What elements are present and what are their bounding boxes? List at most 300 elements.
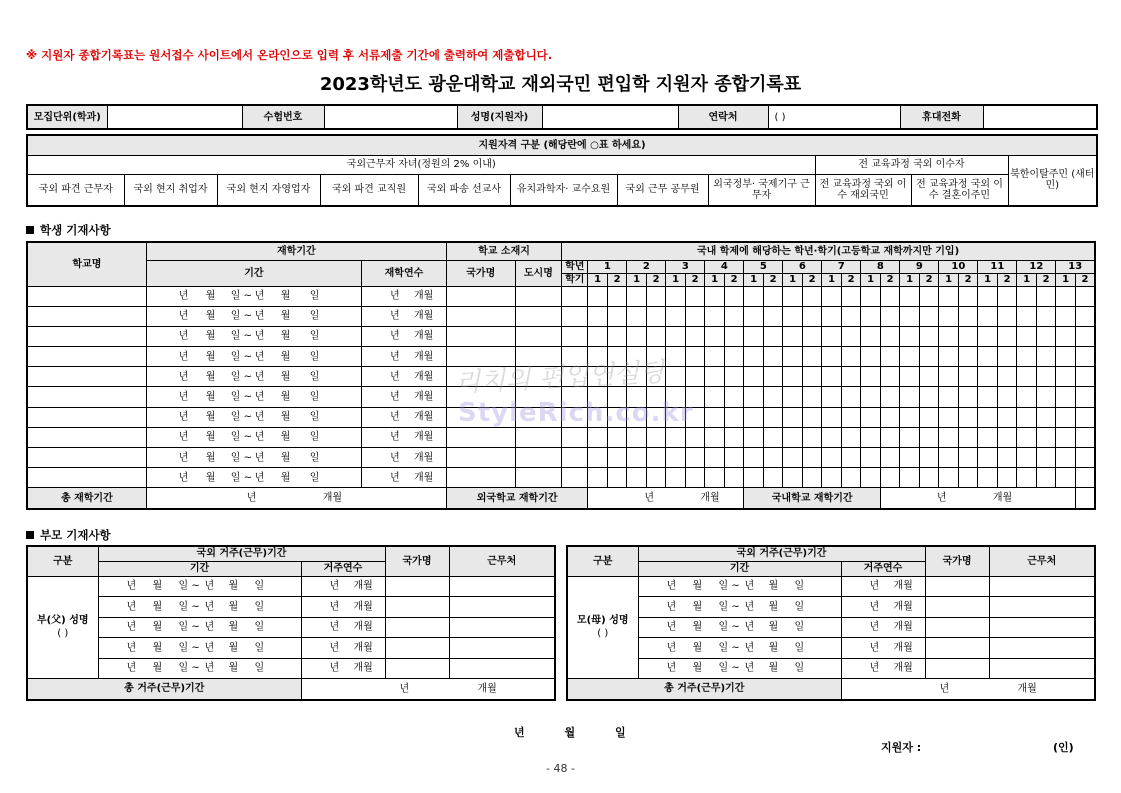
semester-cell[interactable] bbox=[1036, 407, 1056, 427]
semester-cell[interactable] bbox=[919, 448, 939, 468]
semester-cell[interactable] bbox=[880, 387, 900, 407]
workplace-cell[interactable] bbox=[449, 597, 555, 618]
semester-cell[interactable] bbox=[1017, 407, 1037, 427]
semester-cell[interactable] bbox=[783, 347, 803, 367]
years-cell[interactable] bbox=[301, 597, 385, 618]
mother-name-paren[interactable]: ( ) bbox=[597, 628, 609, 640]
semester-cell[interactable] bbox=[802, 326, 822, 346]
semester-cell[interactable] bbox=[607, 448, 627, 468]
semester-cell[interactable] bbox=[646, 468, 666, 488]
workplace-cell[interactable] bbox=[989, 617, 1095, 638]
semester-cell[interactable] bbox=[783, 387, 803, 407]
semester-cell[interactable] bbox=[978, 347, 998, 367]
period-cell[interactable] bbox=[146, 427, 361, 447]
period-cell[interactable] bbox=[146, 448, 361, 468]
semester-cell[interactable] bbox=[1056, 367, 1076, 387]
years-cell[interactable] bbox=[362, 326, 447, 346]
semester-cell[interactable] bbox=[822, 407, 842, 427]
period-cell[interactable] bbox=[146, 306, 361, 326]
semester-cell[interactable] bbox=[607, 326, 627, 346]
semester-cell[interactable] bbox=[880, 367, 900, 387]
school-name-cell[interactable] bbox=[27, 448, 146, 468]
semester-cell[interactable] bbox=[880, 347, 900, 367]
semester-cell[interactable] bbox=[900, 326, 920, 346]
semester-cell[interactable] bbox=[646, 448, 666, 468]
country-cell[interactable] bbox=[925, 638, 989, 659]
semester-cell[interactable] bbox=[705, 306, 725, 326]
years-cell[interactable] bbox=[841, 658, 925, 679]
country-cell[interactable] bbox=[385, 658, 449, 679]
semester-cell[interactable] bbox=[1056, 347, 1076, 367]
seal-mark[interactable]: (인) bbox=[1053, 741, 1074, 754]
school-name-cell[interactable] bbox=[27, 367, 146, 387]
name-field[interactable] bbox=[542, 105, 678, 129]
workplace-cell[interactable] bbox=[989, 658, 1095, 679]
country-cell[interactable] bbox=[446, 448, 515, 468]
country-cell[interactable] bbox=[446, 286, 515, 306]
period-cell[interactable] bbox=[146, 286, 361, 306]
semester-cell[interactable] bbox=[861, 326, 881, 346]
semester-cell[interactable] bbox=[763, 427, 783, 447]
semester-cell[interactable] bbox=[919, 326, 939, 346]
father-name-paren[interactable]: ( ) bbox=[57, 628, 69, 640]
workplace-cell[interactable] bbox=[449, 658, 555, 679]
semester-cell[interactable] bbox=[900, 427, 920, 447]
workplace-cell[interactable] bbox=[449, 576, 555, 597]
semester-cell[interactable] bbox=[997, 427, 1017, 447]
semester-cell[interactable] bbox=[666, 367, 686, 387]
semester-cell[interactable] bbox=[978, 468, 998, 488]
semester-cell[interactable] bbox=[1017, 347, 1037, 367]
semester-cell[interactable] bbox=[666, 306, 686, 326]
semester-cell[interactable] bbox=[685, 286, 705, 306]
years-cell[interactable] bbox=[362, 387, 447, 407]
semester-cell[interactable] bbox=[783, 427, 803, 447]
country-cell[interactable] bbox=[385, 617, 449, 638]
semester-cell[interactable] bbox=[1056, 407, 1076, 427]
semester-cell[interactable] bbox=[861, 468, 881, 488]
date-month[interactable]: 월 bbox=[564, 726, 576, 739]
semester-cell[interactable] bbox=[802, 387, 822, 407]
semester-cell[interactable] bbox=[744, 286, 764, 306]
semester-cell[interactable] bbox=[1075, 387, 1095, 407]
period-cell[interactable] bbox=[638, 658, 841, 679]
semester-cell[interactable] bbox=[880, 448, 900, 468]
semester-cell[interactable] bbox=[822, 347, 842, 367]
semester-cell[interactable] bbox=[627, 326, 647, 346]
semester-cell[interactable] bbox=[861, 407, 881, 427]
semester-cell[interactable] bbox=[997, 306, 1017, 326]
semester-cell[interactable] bbox=[841, 347, 861, 367]
semester-cell[interactable] bbox=[783, 367, 803, 387]
semester-cell[interactable] bbox=[958, 347, 978, 367]
semester-cell[interactable] bbox=[627, 448, 647, 468]
semester-cell[interactable] bbox=[919, 427, 939, 447]
semester-cell[interactable] bbox=[958, 286, 978, 306]
years-cell[interactable] bbox=[841, 576, 925, 597]
semester-cell[interactable] bbox=[939, 367, 959, 387]
exam-no-field[interactable] bbox=[324, 105, 457, 129]
semester-cell[interactable] bbox=[744, 448, 764, 468]
semester-cell[interactable] bbox=[783, 306, 803, 326]
semester-cell[interactable] bbox=[1017, 468, 1037, 488]
semester-cell[interactable] bbox=[646, 326, 666, 346]
semester-cell[interactable] bbox=[841, 387, 861, 407]
semester-cell[interactable] bbox=[1056, 448, 1076, 468]
semester-cell[interactable] bbox=[646, 286, 666, 306]
semester-cell[interactable] bbox=[588, 468, 608, 488]
semester-cell[interactable] bbox=[880, 468, 900, 488]
semester-cell[interactable] bbox=[841, 367, 861, 387]
years-cell[interactable] bbox=[362, 448, 447, 468]
period-cell[interactable] bbox=[146, 367, 361, 387]
city-cell[interactable] bbox=[515, 468, 562, 488]
semester-cell[interactable] bbox=[939, 347, 959, 367]
school-name-cell[interactable] bbox=[27, 306, 146, 326]
semester-cell[interactable] bbox=[958, 387, 978, 407]
semester-cell[interactable] bbox=[997, 468, 1017, 488]
semester-cell[interactable] bbox=[900, 407, 920, 427]
semester-cell[interactable] bbox=[939, 286, 959, 306]
semester-cell[interactable] bbox=[1017, 367, 1037, 387]
semester-cell[interactable] bbox=[861, 448, 881, 468]
semester-cell[interactable] bbox=[685, 347, 705, 367]
semester-cell[interactable] bbox=[1036, 427, 1056, 447]
school-name-cell[interactable] bbox=[27, 387, 146, 407]
semester-cell[interactable] bbox=[822, 387, 842, 407]
semester-cell[interactable] bbox=[1075, 407, 1095, 427]
semester-cell[interactable] bbox=[997, 367, 1017, 387]
years-cell[interactable] bbox=[301, 576, 385, 597]
semester-cell[interactable] bbox=[744, 407, 764, 427]
semester-cell[interactable] bbox=[705, 286, 725, 306]
semester-cell[interactable] bbox=[763, 326, 783, 346]
semester-cell[interactable] bbox=[724, 286, 744, 306]
semester-cell[interactable] bbox=[607, 306, 627, 326]
semester-cell[interactable] bbox=[997, 286, 1017, 306]
father-name-cell[interactable] bbox=[27, 576, 98, 679]
period-cell[interactable] bbox=[638, 576, 841, 597]
semester-cell[interactable] bbox=[919, 347, 939, 367]
semester-cell[interactable] bbox=[724, 306, 744, 326]
years-cell[interactable] bbox=[301, 617, 385, 638]
semester-cell[interactable] bbox=[1075, 326, 1095, 346]
semester-cell[interactable] bbox=[705, 347, 725, 367]
semester-cell[interactable] bbox=[607, 427, 627, 447]
workplace-cell[interactable] bbox=[989, 638, 1095, 659]
semester-cell[interactable] bbox=[1036, 326, 1056, 346]
country-cell[interactable] bbox=[385, 597, 449, 618]
school-name-cell[interactable] bbox=[27, 427, 146, 447]
semester-cell[interactable] bbox=[1075, 468, 1095, 488]
dept-field[interactable] bbox=[107, 105, 242, 129]
years-cell[interactable] bbox=[301, 638, 385, 659]
semester-cell[interactable] bbox=[1036, 468, 1056, 488]
option-item[interactable]: 전 교육과정 국외 이수 결혼이주민 bbox=[911, 174, 1008, 206]
semester-cell[interactable] bbox=[939, 387, 959, 407]
semester-cell[interactable] bbox=[958, 326, 978, 346]
option-item[interactable]: 국외 현지 취업자 bbox=[124, 174, 217, 206]
semester-cell[interactable] bbox=[1075, 448, 1095, 468]
city-cell[interactable] bbox=[515, 427, 562, 447]
workplace-cell[interactable] bbox=[449, 638, 555, 659]
semester-cell[interactable] bbox=[705, 468, 725, 488]
semester-cell[interactable] bbox=[861, 367, 881, 387]
period-cell[interactable] bbox=[146, 468, 361, 488]
semester-cell[interactable] bbox=[958, 367, 978, 387]
semester-cell[interactable] bbox=[822, 367, 842, 387]
semester-cell[interactable] bbox=[880, 306, 900, 326]
semester-cell[interactable] bbox=[724, 407, 744, 427]
semester-cell[interactable] bbox=[802, 347, 822, 367]
period-cell[interactable] bbox=[146, 347, 361, 367]
semester-cell[interactable] bbox=[685, 306, 705, 326]
semester-cell[interactable] bbox=[822, 427, 842, 447]
semester-cell[interactable] bbox=[841, 306, 861, 326]
semester-cell[interactable] bbox=[685, 468, 705, 488]
semester-cell[interactable] bbox=[880, 427, 900, 447]
semester-cell[interactable] bbox=[705, 448, 725, 468]
semester-cell[interactable] bbox=[900, 387, 920, 407]
option-item[interactable]: 국외 근무 공무원 bbox=[617, 174, 708, 206]
semester-cell[interactable] bbox=[880, 407, 900, 427]
semester-cell[interactable] bbox=[822, 286, 842, 306]
semester-cell[interactable] bbox=[802, 427, 822, 447]
semester-cell[interactable] bbox=[666, 468, 686, 488]
semester-cell[interactable] bbox=[1056, 326, 1076, 346]
semester-cell[interactable] bbox=[763, 347, 783, 367]
semester-cell[interactable] bbox=[705, 427, 725, 447]
semester-cell[interactable] bbox=[822, 306, 842, 326]
years-cell[interactable] bbox=[362, 367, 447, 387]
semester-cell[interactable] bbox=[958, 448, 978, 468]
semester-cell[interactable] bbox=[666, 326, 686, 346]
contact-field[interactable]: ( ) bbox=[768, 105, 900, 129]
semester-cell[interactable] bbox=[802, 468, 822, 488]
period-cell[interactable] bbox=[638, 617, 841, 638]
semester-cell[interactable] bbox=[900, 468, 920, 488]
semester-cell[interactable] bbox=[861, 427, 881, 447]
semester-cell[interactable] bbox=[744, 468, 764, 488]
semester-cell[interactable] bbox=[744, 427, 764, 447]
period-cell[interactable] bbox=[98, 576, 301, 597]
semester-cell[interactable] bbox=[880, 326, 900, 346]
period-cell[interactable] bbox=[146, 387, 361, 407]
period-cell[interactable] bbox=[638, 638, 841, 659]
country-cell[interactable] bbox=[446, 427, 515, 447]
foreign-period-value[interactable] bbox=[588, 488, 744, 509]
semester-cell[interactable] bbox=[841, 448, 861, 468]
option-item[interactable]: 유치과학자· 교수요원 bbox=[510, 174, 617, 206]
mother-name-cell[interactable] bbox=[567, 576, 638, 679]
period-cell[interactable] bbox=[98, 638, 301, 659]
city-cell[interactable] bbox=[515, 286, 562, 306]
semester-cell[interactable] bbox=[1056, 387, 1076, 407]
semester-cell[interactable] bbox=[1017, 448, 1037, 468]
option-defector[interactable]: 북한이탈주민 (새터민) bbox=[1008, 155, 1097, 206]
semester-cell[interactable] bbox=[744, 387, 764, 407]
semester-cell[interactable] bbox=[588, 306, 608, 326]
semester-cell[interactable] bbox=[919, 306, 939, 326]
semester-cell[interactable] bbox=[1075, 286, 1095, 306]
semester-cell[interactable] bbox=[724, 326, 744, 346]
years-cell[interactable] bbox=[841, 617, 925, 638]
semester-cell[interactable] bbox=[1036, 347, 1056, 367]
country-cell[interactable] bbox=[925, 597, 989, 618]
semester-cell[interactable] bbox=[763, 286, 783, 306]
semester-cell[interactable] bbox=[978, 326, 998, 346]
period-cell[interactable] bbox=[98, 658, 301, 679]
semester-cell[interactable] bbox=[841, 326, 861, 346]
mother-total-value[interactable] bbox=[841, 679, 1095, 700]
period-cell[interactable] bbox=[638, 597, 841, 618]
semester-cell[interactable] bbox=[627, 427, 647, 447]
semester-cell[interactable] bbox=[900, 448, 920, 468]
semester-cell[interactable] bbox=[685, 427, 705, 447]
semester-cell[interactable] bbox=[802, 367, 822, 387]
semester-cell[interactable] bbox=[1056, 306, 1076, 326]
semester-cell[interactable] bbox=[802, 448, 822, 468]
semester-cell[interactable] bbox=[822, 326, 842, 346]
school-name-cell[interactable] bbox=[27, 326, 146, 346]
semester-cell[interactable] bbox=[724, 468, 744, 488]
semester-cell[interactable] bbox=[724, 448, 744, 468]
semester-cell[interactable] bbox=[880, 286, 900, 306]
semester-cell[interactable] bbox=[724, 387, 744, 407]
semester-cell[interactable] bbox=[919, 286, 939, 306]
semester-cell[interactable] bbox=[939, 468, 959, 488]
semester-cell[interactable] bbox=[978, 387, 998, 407]
semester-cell[interactable] bbox=[646, 427, 666, 447]
semester-cell[interactable] bbox=[841, 427, 861, 447]
semester-cell[interactable] bbox=[724, 367, 744, 387]
semester-cell[interactable] bbox=[997, 407, 1017, 427]
years-cell[interactable] bbox=[841, 638, 925, 659]
semester-cell[interactable] bbox=[588, 326, 608, 346]
semester-cell[interactable] bbox=[939, 427, 959, 447]
semester-cell[interactable] bbox=[1075, 427, 1095, 447]
semester-cell[interactable] bbox=[1017, 427, 1037, 447]
period-cell[interactable] bbox=[146, 407, 361, 427]
semester-cell[interactable] bbox=[939, 448, 959, 468]
years-cell[interactable] bbox=[362, 347, 447, 367]
semester-cell[interactable] bbox=[685, 448, 705, 468]
semester-cell[interactable] bbox=[744, 347, 764, 367]
option-item[interactable]: 국외 파송 선교사 bbox=[418, 174, 510, 206]
semester-cell[interactable] bbox=[705, 387, 725, 407]
semester-cell[interactable] bbox=[666, 427, 686, 447]
semester-cell[interactable] bbox=[705, 407, 725, 427]
semester-cell[interactable] bbox=[724, 427, 744, 447]
option-item[interactable]: 국외 현지 자영업자 bbox=[217, 174, 320, 206]
semester-cell[interactable] bbox=[958, 468, 978, 488]
semester-cell[interactable] bbox=[861, 387, 881, 407]
semester-cell[interactable] bbox=[763, 468, 783, 488]
semester-cell[interactable] bbox=[685, 326, 705, 346]
semester-cell[interactable] bbox=[822, 468, 842, 488]
years-cell[interactable] bbox=[362, 427, 447, 447]
period-cell[interactable] bbox=[98, 617, 301, 638]
country-cell[interactable] bbox=[925, 576, 989, 597]
period-cell[interactable] bbox=[98, 597, 301, 618]
semester-cell[interactable] bbox=[1056, 427, 1076, 447]
workplace-cell[interactable] bbox=[449, 617, 555, 638]
father-total-value[interactable] bbox=[301, 679, 555, 700]
semester-cell[interactable] bbox=[783, 468, 803, 488]
semester-cell[interactable] bbox=[783, 448, 803, 468]
semester-cell[interactable] bbox=[666, 448, 686, 468]
semester-cell[interactable] bbox=[939, 326, 959, 346]
semester-cell[interactable] bbox=[861, 347, 881, 367]
country-cell[interactable] bbox=[385, 576, 449, 597]
semester-cell[interactable] bbox=[1075, 306, 1095, 326]
semester-cell[interactable] bbox=[802, 286, 822, 306]
years-cell[interactable] bbox=[362, 306, 447, 326]
semester-cell[interactable] bbox=[1017, 326, 1037, 346]
semester-cell[interactable] bbox=[919, 387, 939, 407]
semester-cell[interactable] bbox=[978, 407, 998, 427]
semester-cell[interactable] bbox=[978, 427, 998, 447]
semester-cell[interactable] bbox=[802, 407, 822, 427]
mobile-field[interactable] bbox=[983, 105, 1097, 129]
school-name-cell[interactable] bbox=[27, 347, 146, 367]
semester-cell[interactable] bbox=[997, 347, 1017, 367]
semester-cell[interactable] bbox=[997, 326, 1017, 346]
school-name-cell[interactable] bbox=[27, 286, 146, 306]
semester-cell[interactable] bbox=[646, 306, 666, 326]
semester-cell[interactable] bbox=[1075, 347, 1095, 367]
country-cell[interactable] bbox=[446, 306, 515, 326]
years-cell[interactable] bbox=[362, 468, 447, 488]
workplace-cell[interactable] bbox=[989, 597, 1095, 618]
option-item[interactable]: 국외 파견 교직원 bbox=[320, 174, 418, 206]
semester-cell[interactable] bbox=[685, 367, 705, 387]
semester-cell[interactable] bbox=[978, 367, 998, 387]
semester-cell[interactable] bbox=[997, 387, 1017, 407]
semester-cell[interactable] bbox=[919, 407, 939, 427]
semester-cell[interactable] bbox=[919, 468, 939, 488]
semester-cell[interactable] bbox=[1036, 448, 1056, 468]
semester-cell[interactable] bbox=[841, 286, 861, 306]
option-item[interactable]: 국외 파견 근무자 bbox=[27, 174, 124, 206]
semester-cell[interactable] bbox=[900, 347, 920, 367]
semester-cell[interactable] bbox=[939, 306, 959, 326]
semester-cell[interactable] bbox=[802, 306, 822, 326]
semester-cell[interactable] bbox=[763, 306, 783, 326]
semester-cell[interactable] bbox=[958, 306, 978, 326]
semester-cell[interactable] bbox=[919, 367, 939, 387]
semester-cell[interactable] bbox=[588, 286, 608, 306]
workplace-cell[interactable] bbox=[989, 576, 1095, 597]
years-cell[interactable] bbox=[362, 286, 447, 306]
country-cell[interactable] bbox=[446, 468, 515, 488]
semester-cell[interactable] bbox=[958, 407, 978, 427]
semester-cell[interactable] bbox=[724, 347, 744, 367]
school-name-cell[interactable] bbox=[27, 468, 146, 488]
semester-cell[interactable] bbox=[1036, 387, 1056, 407]
semester-cell[interactable] bbox=[822, 448, 842, 468]
country-cell[interactable] bbox=[385, 638, 449, 659]
semester-cell[interactable] bbox=[900, 367, 920, 387]
semester-cell[interactable] bbox=[607, 286, 627, 306]
semester-cell[interactable] bbox=[1017, 286, 1037, 306]
semester-cell[interactable] bbox=[627, 468, 647, 488]
semester-cell[interactable] bbox=[588, 448, 608, 468]
semester-cell[interactable] bbox=[939, 407, 959, 427]
semester-cell[interactable] bbox=[978, 448, 998, 468]
semester-cell[interactable] bbox=[783, 286, 803, 306]
date-day[interactable]: 일 bbox=[614, 726, 626, 739]
